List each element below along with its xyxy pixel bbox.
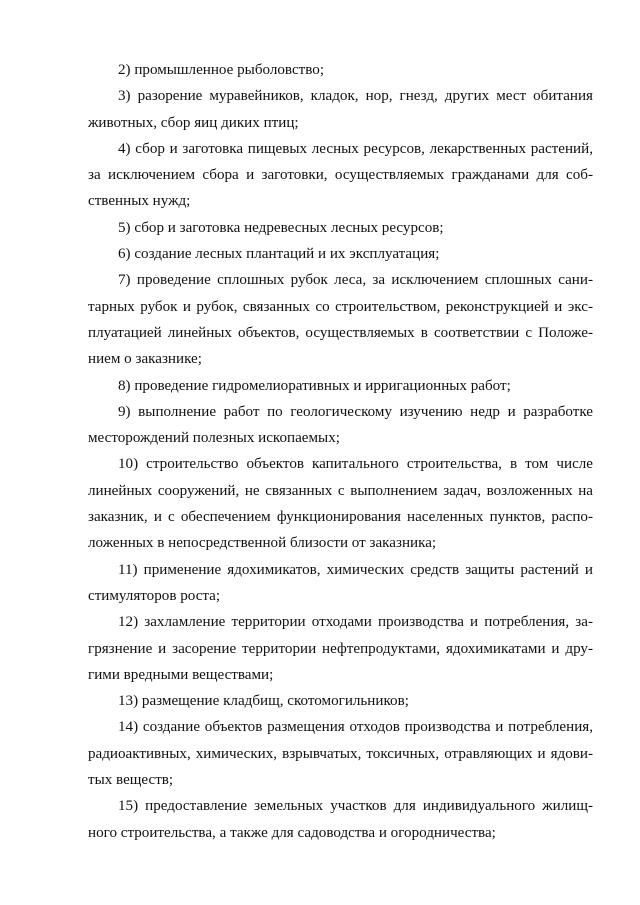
list-item: 6) создание лесных плантаций и их эксплуатация; [118,246,440,263]
list-item: 11) применение ядохимикатов, химических средств защиты растений и стимуляторов роста; [88,561,593,604]
list-item: 12) захламление территории отходами производства и потребления, загрязнение и засорение территории нефтепродуктами, ядохимикатами и другими вредными веществами; [88,614,593,683]
list-item: 5) сбор и заготовка недревесных лесных ресурсов; [118,219,444,236]
list-item: 2) промышленное рыболовство; [118,62,325,78]
list-item: 4) сбор и заготовка пищевых лесных ресурсов, лекарственных растений, за исключением сбора и заготовки, осуществляемых гражданами для собственных нужд; [88,140,593,210]
list-item: 14) создание объектов размещения отходов производства и потребления, радиоактивных, химических, взрывчатых, токсичных, отравляющих и ядовитых веществ; [88,719,593,789]
list-item: 8) проведение гидромелиоративных и ирригационных работ; [118,377,511,394]
list-item: 15) предоставление земельных участков для индивидуального жилищного строительства, а также для садоводства и огородничества; [88,798,593,841]
prohibited-activities-list [88,57,593,846]
list-item: 13) размещение кладбищ, скотомогильников; [118,693,409,710]
list-item: 3) разорение муравейников, кладок, нор, гнезд, других мест обитания животных, сбор яиц диких птиц; [88,88,593,131]
list-item: 9) выполнение работ по геологическому изучению недр и разработке месторождений полезных ископаемых; [88,403,593,447]
list-item: 10) строительство объектов капитального строительства, в том числе линейных сооружений, не связанных с выполнением задач, возложенных на заказник, и с обеспечением функционирования населенных пунктов, расположенных в непосредственной близости от заказника; [88,456,593,552]
list-item: 7) проведение сплошных рубок леса, за исключением сплошных санитарных рубок и рубок, связанных со строительством, реконструкцией и эксплуатацией линейных объектов, осуществляемых в соответствии с Положением о заказнике; [88,272,593,368]
